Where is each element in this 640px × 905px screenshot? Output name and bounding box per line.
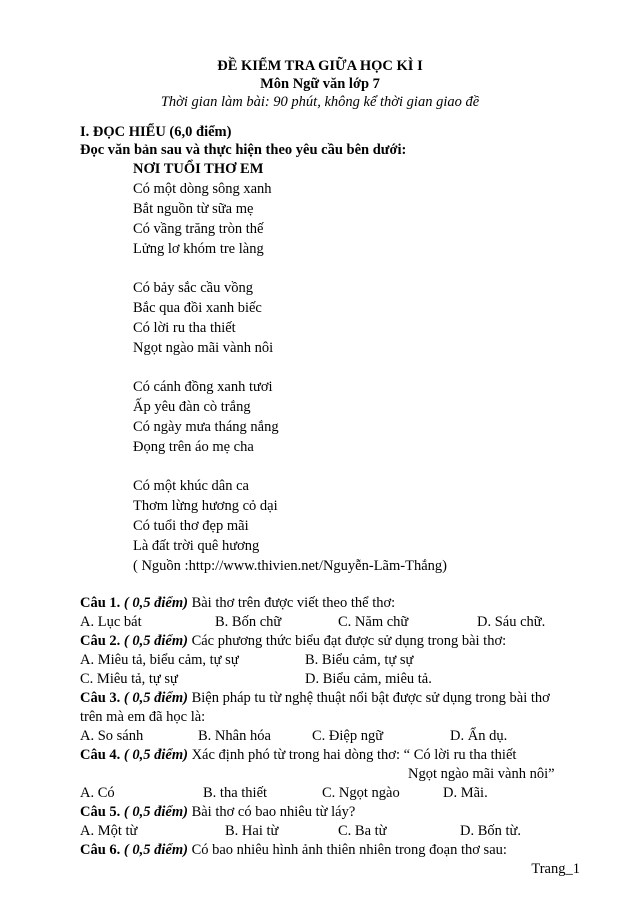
poem-line: Có một khúc dân ca [133,478,249,494]
poem-source: ( Nguồn :http://www.thivien.net/Nguyễn-Lãm-Thắng) [133,558,447,574]
question-points: ( 0,5 điểm) [123,690,188,706]
question-points: ( 0,5 điểm) [123,842,188,858]
poem-line: Có lời ru tha thiết [133,320,236,336]
poem-line: Ấp yêu đàn cò trắng [133,399,251,415]
question-number: Câu 5. [80,804,121,820]
question-4 [80,746,580,803]
poem-line: Có ngày mưa tháng nắng [133,419,279,435]
question-text: Bài thơ trên được viết theo thể thơ: [187,595,396,611]
section-heading: I. ĐỌC HIỂU (6,0 điểm) [80,124,232,140]
question-points: ( 0,5 điểm) [123,633,188,649]
option-a: A. So sánh [80,728,144,744]
question-points: ( 0,5 điểm) [123,804,188,820]
poem-line: Đọng trên áo mẹ cha [133,439,254,455]
exam-subject: Môn Ngữ văn lớp 7 [260,76,380,92]
option-c: C. Miêu tả, tự sự [80,671,178,687]
option-b: B. Biểu cảm, tự sự [305,652,414,668]
poem-line: Có cánh đồng xanh tươi [133,379,273,395]
question-text: Các phương thức biểu đạt được sử dụng trong bài thơ: [187,633,507,649]
question-points: ( 0,5 điểm) [123,747,188,763]
poem-line: Có tuổi thơ đẹp mãi [133,518,249,534]
exam-time: Thời gian làm bài: 90 phút, không kể thời gian giao đề [160,94,480,110]
poem-line: Bắt nguồn từ sữa mẹ [133,201,254,217]
option-a: A. Một từ [80,823,138,839]
option-b: B. Hai từ [225,823,279,839]
question-points: ( 0,5 điểm) [123,595,188,611]
question-text: Có bao nhiêu hình ảnh thiên nhiên trong đoạn thơ sau: [187,842,507,858]
option-b: B. Bốn chữ [215,614,282,630]
option-a: A. Lục bát [80,614,142,630]
section-instruction: Đọc văn bản sau và thực hiện theo yêu cầu bên dưới: [80,142,407,158]
option-c: C. Điệp ngữ [312,728,384,744]
page-number: Trang_1 [531,861,580,877]
poem-line: Có vầng trăng tròn thế [133,221,264,237]
question-text: Xác định phó từ trong hai dòng thơ: “ Có lời ru tha thiết [187,747,517,763]
question-1 [80,594,580,632]
poem-line: Bắc qua đồi xanh biếc [133,300,262,316]
option-a: A. Miêu tả, biểu cảm, tự sự [80,652,239,668]
option-c: C. Ngọt ngào [322,785,400,801]
poem-line: Là đất trời quê hương [133,538,260,554]
question-number: Câu 6. [80,842,121,858]
question-text-cont: trên mà em đã học là: [80,709,206,725]
option-c: C. Ba từ [338,823,387,839]
question-2 [80,632,580,689]
exam-title: ĐỀ KIỂM TRA GIỮA HỌC KÌ I [217,58,423,74]
question-text: Bài thơ có bao nhiêu từ láy? [187,804,356,820]
question-text: Biện pháp tu từ nghệ thuật nổi bật được sử dụng trong bài thơ [187,690,550,706]
question-number: Câu 4. [80,747,121,763]
option-a: A. Có [80,785,115,801]
question-number: Câu 3. [80,690,121,706]
poem-line: Thơm lừng hương cỏ dại [133,498,278,514]
option-d: D. Ẩn dụ. [450,728,508,744]
option-d: D. Bốn từ. [460,823,522,839]
option-b: B. Nhân hóa [198,728,271,744]
option-c: C. Năm chữ [338,614,409,630]
question-text-cont: Ngọt ngào mãi vành nôi” [408,766,555,782]
option-d: D. Mãi. [443,785,488,801]
poem-line: Ngọt ngào mãi vành nôi [133,340,274,356]
poem-line: Có bảy sắc cầu vồng [133,280,253,296]
question-3 [80,689,580,746]
poem-line: Lửng lơ khóm tre làng [133,241,264,257]
option-d: D. Biểu cảm, miêu tả. [305,671,432,687]
option-b: B. tha thiết [203,785,268,801]
question-number: Câu 1. [80,595,121,611]
question-number: Câu 2. [80,633,121,649]
option-d: D. Sáu chữ. [477,614,546,630]
poem [133,159,553,576]
poem-line: Có một dòng sông xanh [133,181,272,197]
question-6 [80,822,580,860]
poem-title: NƠI TUỔI THƠ EM [133,161,264,177]
